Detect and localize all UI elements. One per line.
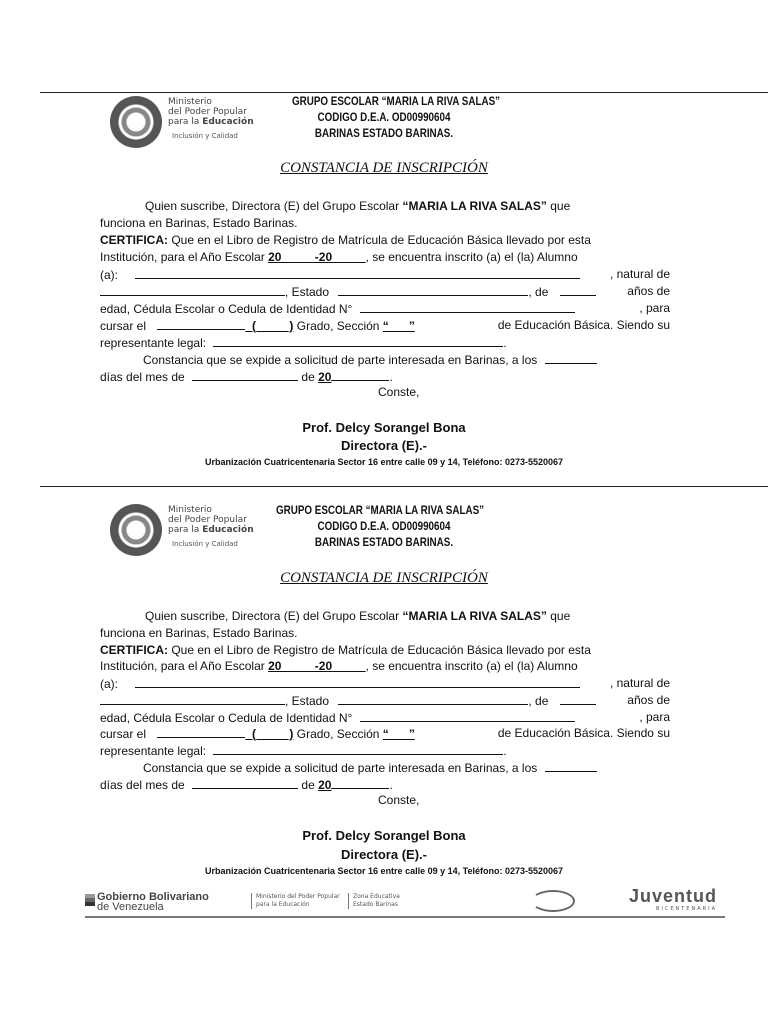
body-line-8: cursar el _(_____) Grado, Sección “___” de Educación Básica. Siendo su xyxy=(100,726,670,741)
body-line-3: CERTIFICA: Que en el Libro de Registro de Matrícula de Educación Básica llevado por esta xyxy=(100,233,591,247)
school-name: GRUPO ESCOLAR “MARIA LA RIVA SALAS” xyxy=(275,503,485,517)
logo-line-1: Ministerio xyxy=(168,97,212,107)
age-field[interactable] xyxy=(560,283,596,296)
body-line-8: cursar el _(_____) Grado, Sección “___” de Educación Básica. Siendo su xyxy=(100,318,670,333)
grade-field[interactable] xyxy=(157,317,245,330)
month-field[interactable] xyxy=(192,368,298,381)
student-name-field[interactable] xyxy=(135,266,580,279)
body-line-10: Constancia que se expide a solicitud de parte interesada en Barinas, a los xyxy=(100,351,670,369)
body-line-1: Quien suscribe, Directora (E) del Grupo Escolar “MARIA LA RIVA SALAS” que xyxy=(145,609,571,623)
body-line-5: (a): , natural de xyxy=(100,676,670,691)
gov-logo-text: Gobierno Bolivariano de Venezuela xyxy=(97,891,209,913)
state-field[interactable] xyxy=(338,692,528,705)
month-field[interactable] xyxy=(192,776,298,789)
conste-text: Conste, xyxy=(378,385,420,399)
day-field[interactable] xyxy=(545,351,597,364)
birthplace-field[interactable] xyxy=(100,692,285,705)
body-line-2: funciona en Barinas, Estado Barinas. xyxy=(100,216,298,230)
body-line-6: , Estado , de años de xyxy=(100,692,670,710)
constancia-section-2 xyxy=(0,486,768,886)
body-line-9: representante legal: . xyxy=(100,336,507,350)
birthplace-field[interactable] xyxy=(100,283,285,296)
school-address: Urbanización Cuatricentenaria Sector 16 entre calle 09 y 14, Teléfono: 0273-5520067 xyxy=(205,457,563,467)
body-line-5: (a): , natural de xyxy=(100,267,670,282)
logo-tagline: Inclusión y Calidad xyxy=(172,132,238,140)
logo-line-2: del Poder Popular xyxy=(168,107,247,117)
body-line-11: días del mes de de 20 . xyxy=(100,778,393,792)
grade-field[interactable] xyxy=(157,725,245,738)
state-field[interactable] xyxy=(338,283,528,296)
day-field[interactable] xyxy=(545,759,597,772)
body-line-2: funciona en Barinas, Estado Barinas. xyxy=(100,626,298,640)
age-field[interactable] xyxy=(560,692,596,705)
logo-line-1: Ministerio xyxy=(168,505,212,515)
school-location: BARINAS ESTADO BARINAS. xyxy=(314,126,454,140)
logo-line-3: para la Educación xyxy=(168,117,254,127)
signatory-name: Prof. Delcy Sorangel Bona xyxy=(302,828,466,843)
bicentenaria-text: BICENTENARIA xyxy=(655,906,717,912)
body-line-6: , Estado , de años de xyxy=(100,283,670,301)
id-number-field[interactable] xyxy=(360,300,575,313)
document-title: CONSTANCIA DE INSCRIPCIÓN xyxy=(280,160,488,176)
dea-code: CODIGO D.E.A. OD00990604 xyxy=(317,519,451,533)
venezuela-flag-icon xyxy=(85,894,95,906)
constancia-section-1 xyxy=(0,92,768,492)
logo-line-3: para la Educación xyxy=(168,525,254,535)
representative-field[interactable] xyxy=(213,742,503,755)
body-line-3: CERTIFICA: Que en el Libro de Registro de Matrícula de Educación Básica llevado por esta xyxy=(100,643,591,657)
body-line-11: días del mes de de 20 . xyxy=(100,370,393,384)
dea-code: CODIGO D.E.A. OD00990604 xyxy=(317,110,451,124)
juventud-logo-text: Juventud xyxy=(628,886,717,906)
middle-divider xyxy=(40,486,768,487)
body-line-7: edad, Cédula Escolar o Cedula de Identidad N° , para xyxy=(100,710,670,725)
school-location: BARINAS ESTADO BARINAS. xyxy=(314,535,454,549)
representative-field[interactable] xyxy=(213,334,503,347)
signatory-name: Prof. Delcy Sorangel Bona xyxy=(302,420,466,435)
top-divider xyxy=(40,92,768,93)
signatory-role: Directora (E).- xyxy=(341,847,427,862)
student-name-field[interactable] xyxy=(135,675,580,688)
body-line-1: Quien suscribe, Directora (E) del Grupo Escolar “MARIA LA RIVA SALAS” que xyxy=(145,199,571,213)
body-line-10: Constancia que se expide a solicitud de parte interesada en Barinas, a los xyxy=(100,759,670,777)
body-line-9: representante legal: . xyxy=(100,744,507,758)
year-field[interactable] xyxy=(331,368,389,381)
juventud-swirl-icon xyxy=(531,890,575,912)
body-line-4: Institución, para el Año Escolar 20_____-20_____, se encuentra inscrito (a) el (la) Alumno xyxy=(100,250,578,264)
body-line-4: Institución, para el Año Escolar 20_____-20_____, se encuentra inscrito (a) el (la) Alumno xyxy=(100,659,578,673)
body-line-7: edad, Cédula Escolar o Cedula de Identidad N° , para xyxy=(100,301,670,316)
year-field[interactable] xyxy=(331,776,389,789)
zona-educativa-text: Zona Educativa Estado Barinas xyxy=(348,893,400,909)
school-name: GRUPO ESCOLAR “MARIA LA RIVA SALAS” xyxy=(291,94,501,108)
government-footer-banner xyxy=(85,884,725,918)
school-address: Urbanización Cuatricentenaria Sector 16 entre calle 09 y 14, Teléfono: 0273-5520067 xyxy=(205,866,563,876)
ministry-footer-text: Ministerio del Poder Popular para la Educación xyxy=(251,893,340,909)
id-number-field[interactable] xyxy=(360,709,575,722)
signatory-role: Directora (E).- xyxy=(341,438,427,453)
logo-tagline: Inclusión y Calidad xyxy=(172,540,238,548)
document-title: CONSTANCIA DE INSCRIPCIÓN xyxy=(280,570,488,586)
logo-line-2: del Poder Popular xyxy=(168,515,247,525)
conste-text: Conste, xyxy=(378,793,420,807)
